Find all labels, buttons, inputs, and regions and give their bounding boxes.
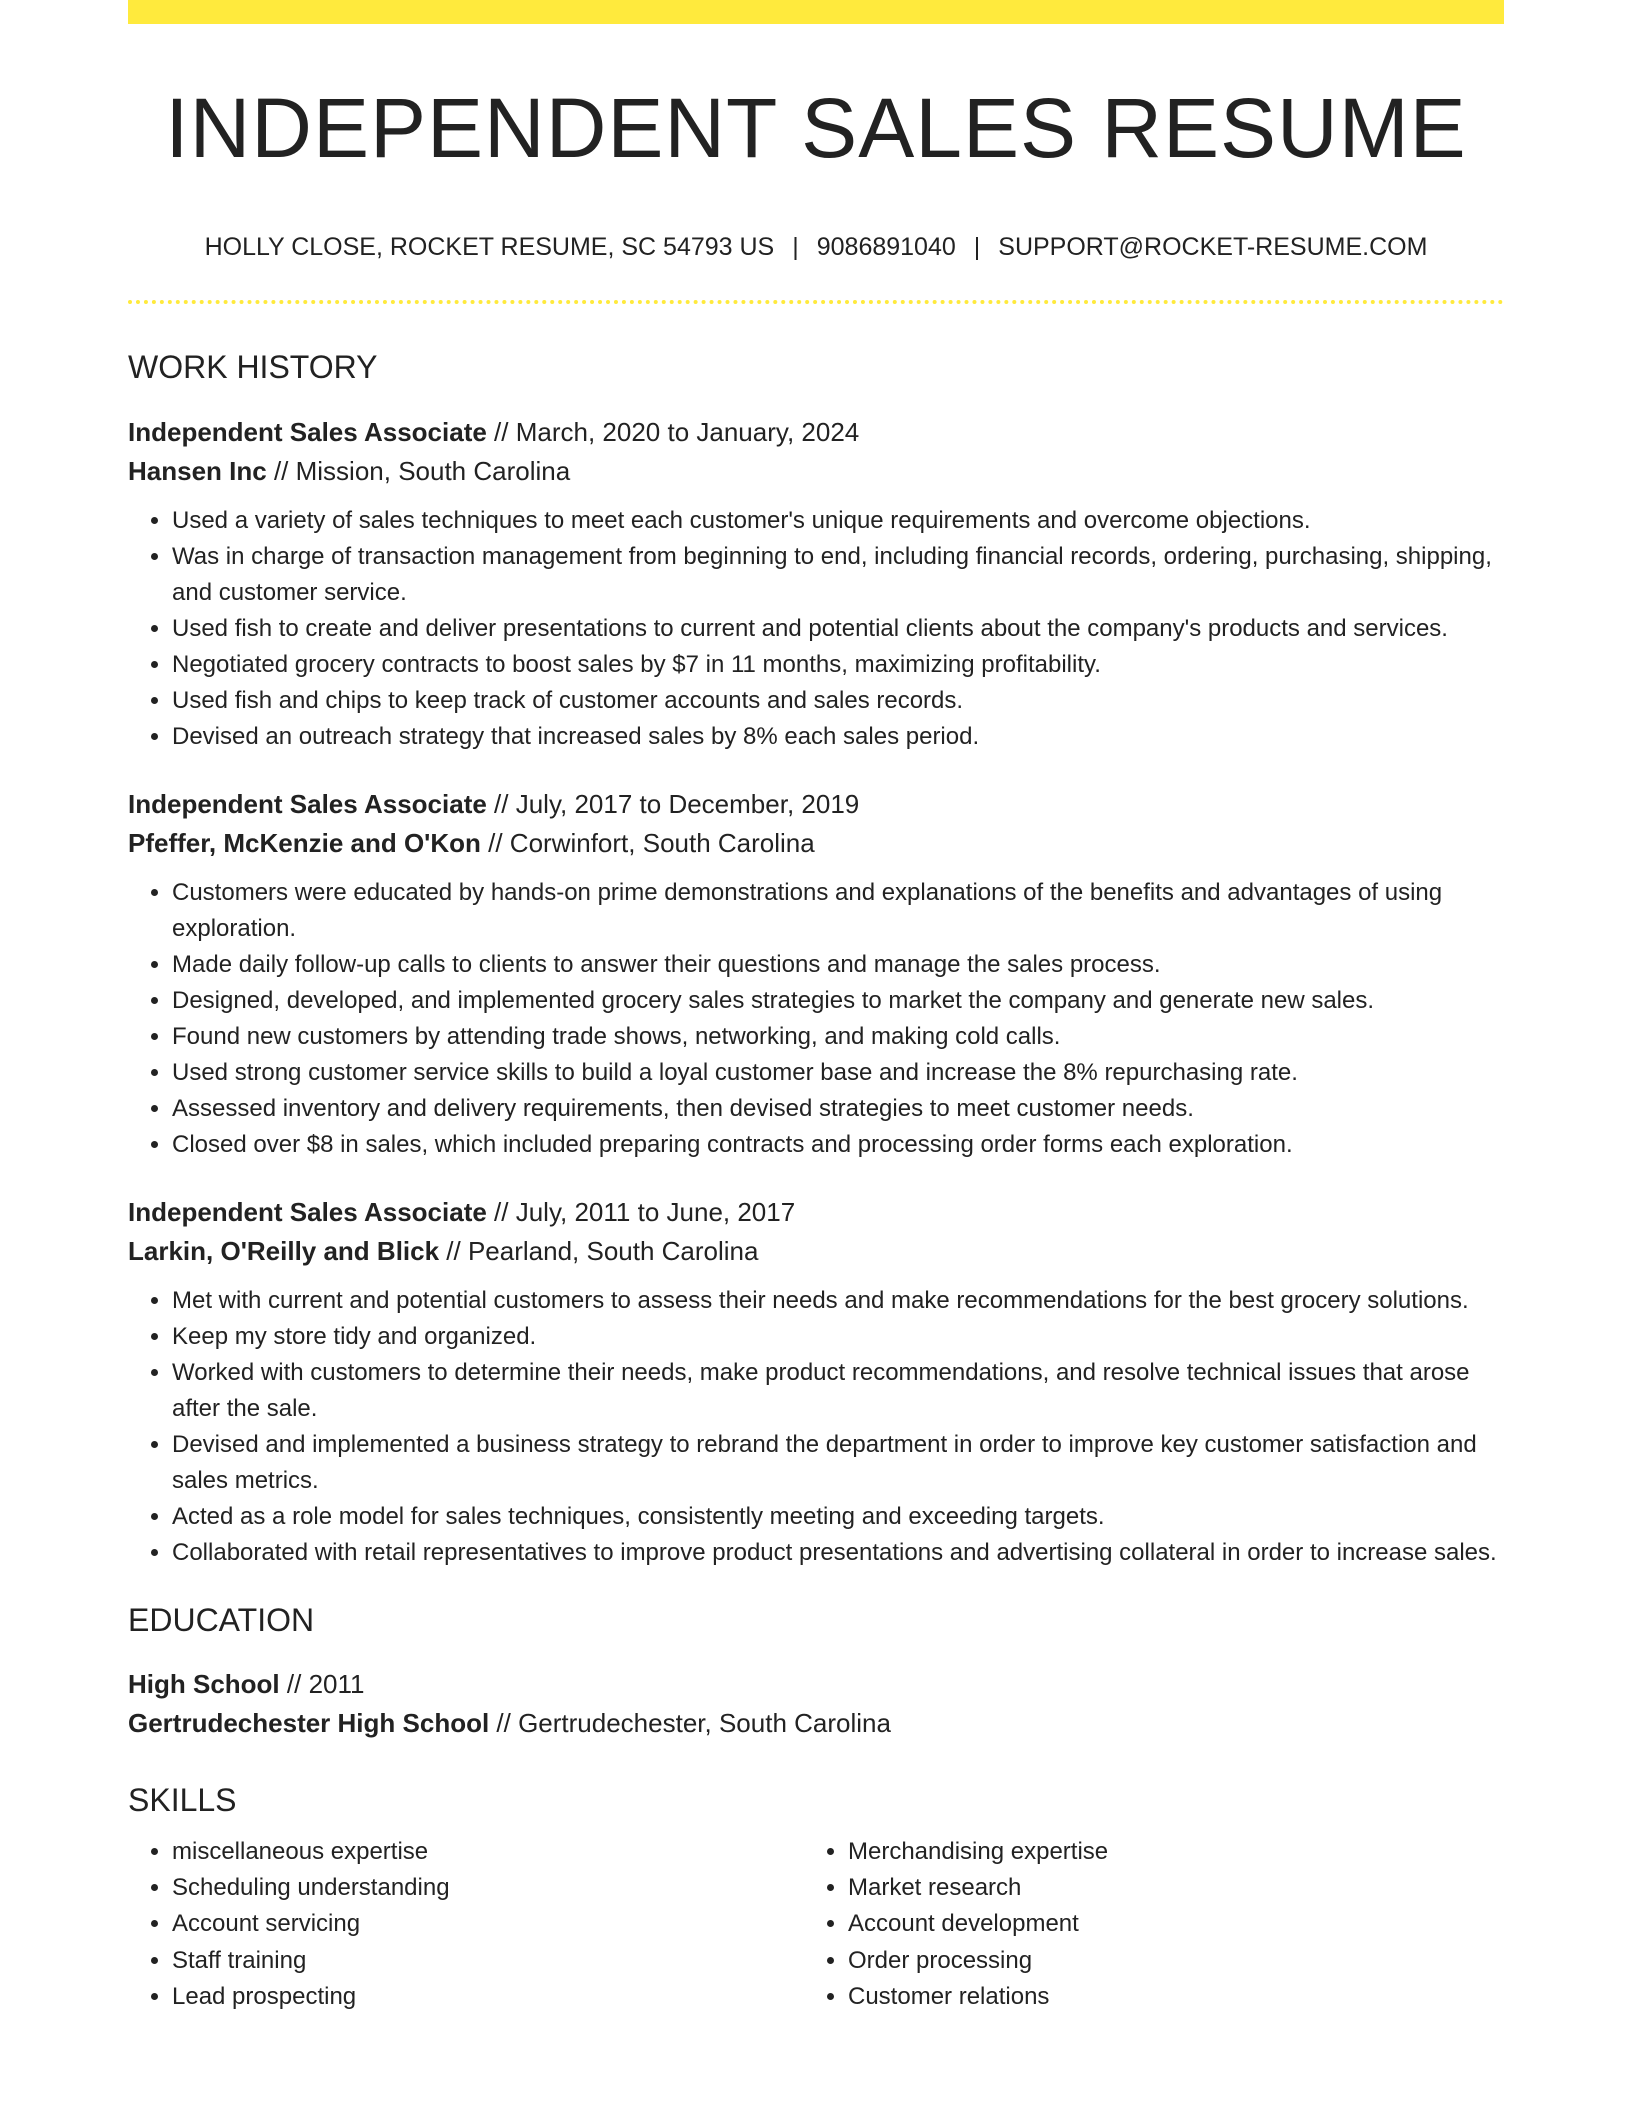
job-company: Hansen Inc — [128, 455, 267, 486]
contact-phone: 9086891040 — [816, 233, 956, 262]
job-entry — [128, 1193, 1504, 1571]
education-school: Gertrudechester High School — [128, 1708, 490, 1739]
education-degree-line — [128, 1665, 1504, 1704]
job-company: Larkin, O'Reilly and Blick — [128, 1235, 440, 1266]
education-school-line — [128, 1704, 1504, 1743]
skills-column-right — [804, 1834, 1480, 2016]
top-accent-bar — [128, 0, 1504, 24]
job-bullet: • Customers were educated by hands-on prime demonstrations and explanations of the benefits and advantages of using exploration. — [172, 875, 1504, 947]
section-title-skills: SKILLS — [128, 1782, 237, 1819]
resume-page — [128, 0, 1504, 2016]
section-title-work-history: WORK HISTORY — [128, 349, 378, 386]
job-dates: // March, 2020 to January, 2024 — [486, 416, 860, 447]
job-title: Independent Sales Associate — [128, 1196, 487, 1227]
job-location: // Mission, South Carolina — [266, 455, 571, 486]
job-bullet: • Collaborated with retail representatives to improve product presentations and advertising collateral in order to increase sales. — [172, 1535, 1504, 1571]
contact-separator: | — [973, 233, 981, 262]
job-bullet: • Designed, developed, and implemented grocery sales strategies to market the company and generate new sales. — [172, 983, 1504, 1019]
job-bullet: • Closed over $8 in sales, which included preparing contracts and processing order forms each exploration. — [172, 1127, 1504, 1163]
job-bullet: • Used fish and chips to keep track of customer accounts and sales records. — [172, 683, 1504, 719]
job-company: Pfeffer, McKenzie and O'Kon — [128, 827, 481, 858]
job-bullet: • Devised and implemented a business strategy to rebrand the department in order to improve key customer satisfaction and sales metrics. — [172, 1427, 1504, 1499]
job-bullet: • Negotiated grocery contracts to boost sales by $7 in 11 months, maximizing profitability. — [172, 647, 1504, 683]
job-bullet: • Assessed inventory and delivery requirements, then devised strategies to meet customer needs. — [172, 1091, 1504, 1127]
education-location: // Gertrudechester, South Carolina — [489, 1708, 891, 1739]
job-entry — [128, 785, 1504, 1163]
job-title-line — [128, 785, 1504, 824]
job-bullet: • Met with current and potential customers to assess their needs and make recommendations for the best grocery solutions. — [172, 1283, 1504, 1319]
skill-item: • Scheduling understanding — [172, 1870, 804, 1906]
job-entry — [128, 413, 1504, 755]
contact-separator: | — [792, 233, 799, 262]
skill-item: • Staff training — [172, 1943, 804, 1979]
skill-item: • Customer relations — [848, 1979, 1480, 2015]
job-bullet: • Worked with customers to determine their needs, make product recommendations, and resolve technical issues that arose after the sale. — [172, 1355, 1504, 1427]
job-location: // Corwinfort, South Carolina — [480, 827, 815, 858]
job-bullet: • Keep my store tidy and organized. — [172, 1319, 1504, 1355]
job-title: Independent Sales Associate — [128, 788, 487, 819]
job-dates: // July, 2017 to December, 2019 — [486, 788, 860, 819]
job-title-line — [128, 1193, 1504, 1232]
job-bullet: • Found new customers by attending trade shows, networking, and making cold calls. — [172, 1019, 1504, 1055]
job-dates: // July, 2011 to June, 2017 — [486, 1196, 796, 1227]
education-year: // 2011 — [279, 1669, 365, 1700]
job-bullets — [128, 875, 1504, 1163]
job-bullets — [128, 503, 1504, 755]
dotted-divider — [128, 300, 1504, 304]
job-bullet: • Was in charge of transaction management from beginning to end, including financial records, ordering, purchasing, shipping, and customer service. — [172, 539, 1504, 611]
job-company-line — [128, 1232, 1504, 1271]
job-bullets — [128, 1283, 1504, 1571]
skills-list — [128, 1834, 1504, 2016]
job-bullet: • Used fish to create and deliver presentations to current and potential clients about the company's products and services. — [172, 611, 1504, 647]
job-title: Independent Sales Associate — [128, 416, 487, 447]
skill-item: • miscellaneous expertise — [172, 1834, 804, 1870]
education-degree: High School — [128, 1669, 280, 1700]
skill-item: • Market research — [848, 1870, 1480, 1906]
job-bullet: • Used a variety of sales techniques to meet each customer's unique requirements and overcome objections. — [172, 503, 1504, 539]
skill-item: • Order processing — [848, 1943, 1480, 1979]
skill-item: • Lead prospecting — [172, 1979, 804, 2015]
contact-line — [128, 232, 1504, 262]
job-company-line — [128, 824, 1504, 863]
skill-item: • Account development — [848, 1906, 1480, 1942]
job-bullet: • Made daily follow-up calls to clients to answer their questions and manage the sales process. — [172, 947, 1504, 983]
resume-title: INDEPENDENT SALES RESUME — [165, 81, 1467, 175]
job-title-line — [128, 413, 1504, 452]
job-location: // Pearland, South Carolina — [439, 1235, 759, 1266]
job-bullet: • Devised an outreach strategy that increased sales by 8% each sales period. — [172, 719, 1504, 755]
job-bullet: • Used strong customer service skills to build a loyal customer base and increase the 8% repurchasing rate. — [172, 1055, 1504, 1091]
skill-item: • Account servicing — [172, 1906, 804, 1942]
skills-column-left — [128, 1834, 804, 2016]
contact-address: HOLLY CLOSE, ROCKET RESUME, SC 54793 US — [204, 233, 775, 262]
job-bullet: • Acted as a role model for sales techniques, consistently meeting and exceeding targets. — [172, 1499, 1504, 1535]
skill-item: • Merchandising expertise — [848, 1834, 1480, 1870]
section-title-education: EDUCATION — [128, 1601, 315, 1638]
job-company-line — [128, 452, 1504, 491]
contact-email: SUPPORT@ROCKET-RESUME.COM — [998, 233, 1428, 262]
education-entry — [128, 1665, 1504, 1743]
